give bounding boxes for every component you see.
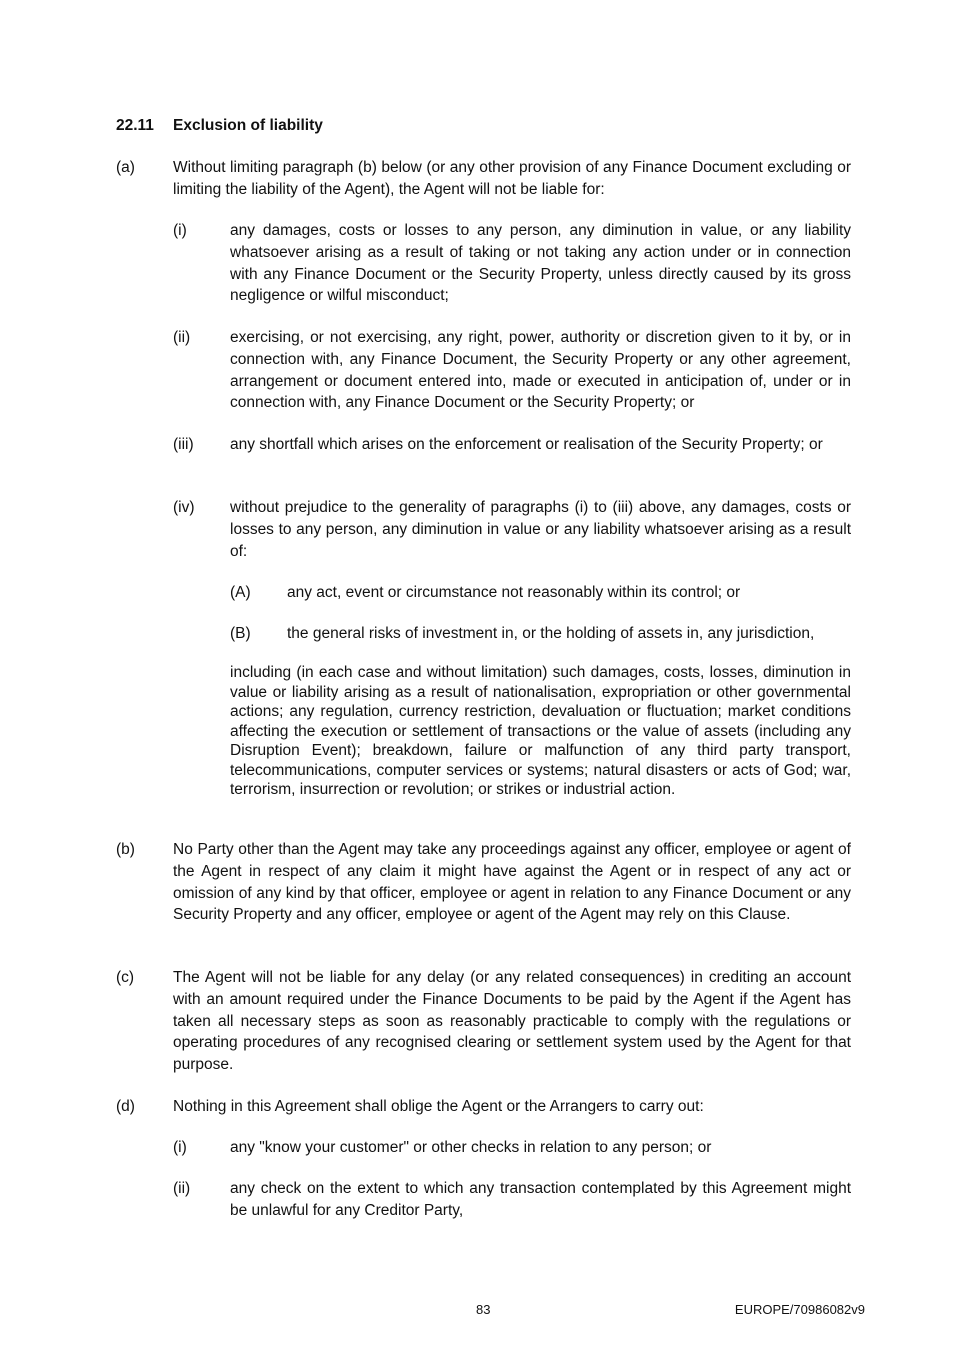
document-reference: EUROPE/70986082v9 [734, 1302, 865, 1317]
para-d-ii-label: (ii) [173, 1180, 191, 1197]
para-d-ii-text: any check on the extent to which any transaction contemplated by this Agreement might be unlawful for any Creditor Party, [230, 1180, 851, 1219]
para-b-label: (b) [116, 841, 135, 858]
para-d-i-text: any "know your customer" or other checks in relation to any person; or [230, 1139, 712, 1156]
para-c-label: (c) [116, 969, 135, 986]
clause-number: 22.11 [116, 117, 154, 134]
para-a-label: (a) [116, 159, 135, 176]
para-a-iv-B-label: (B) [230, 625, 251, 642]
para-a-i-label: (i) [173, 222, 187, 239]
para-a-ii-label: (ii) [173, 329, 191, 346]
para-a-including-text: including (in each case and without limitation) such damages, costs, losses, diminution in value or liability arising as a result of nationalisation, expropriation or other governmental actions; any regulation, currency restriction, devaluation or fluctuation; market conditions affecting the execution or settlement of transactions or the value of assets (including any Disruption Event); breakdown, failure or malfunction of any third party transport, telecommunications, computer services or systems; natural disasters or acts of God; war, terrorism, insurrection or revolution; or strikes or industrial action. [230, 664, 851, 798]
para-a-iii-text: any shortfall which arises on the enforcement or realisation of the Security Property; or [230, 436, 823, 453]
para-a-text: Without limiting paragraph (b) below (or any other provision of any Finance Document excluding or limiting the liability of the Agent), the Agent will not be liable for: [173, 159, 851, 198]
para-a-iv-label: (iv) [173, 499, 195, 516]
para-d-text: Nothing in this Agreement shall oblige the Agent or the Arrangers to carry out: [173, 1098, 704, 1115]
para-a-iv-text: without prejudice to the generality of paragraphs (i) to (iii) above, any damages, costs or losses to any person, any diminution in value or any liability whatsoever arising as a result of: [230, 499, 851, 560]
para-d-label: (d) [116, 1098, 135, 1115]
clause-heading [116, 117, 323, 135]
para-c-text: The Agent will not be liable for any delay (or any related consequences) in crediting an account with an amount required under the Finance Documents to be paid by the Agent if the Agent has taken all necessary steps as soon as reasonably practicable to comply with the regulations or operating procedures of any recognised clearing or settlement system used by the Agent for that purpose. [173, 969, 851, 1074]
para-a-iv-B-text: the general risks of investment in, or the holding of assets in, any jurisdiction, [287, 625, 815, 642]
para-a-iv-A-label: (A) [230, 584, 251, 601]
para-a-i-text: any damages, costs or losses to any person, any diminution in value, or any liability whatsoever arising as a result of taking or not taking any action under or in connection with any Finance Document or the Security Property, unless directly caused by its gross negligence or wilful misconduct; [230, 222, 851, 305]
page-number: 83 [476, 1302, 491, 1317]
para-d-i-label: (i) [173, 1139, 187, 1156]
para-a-ii-text: exercising, or not exercising, any right, power, authority or discretion given to it by, or in connection with, any Finance Document, the Security Property or any other agreement, arrangement or document entered into, made or executed in anticipation of, under or in connection with, any Finance Document or the Security Property; or [230, 329, 851, 412]
para-a-iv-A-text: any act, event or circumstance not reasonably within its control; or [287, 584, 741, 601]
para-b-text: No Party other than the Agent may take any proceedings against any officer, employee or agent of the Agent in respect of any claim it might have against the Agent or in respect of any act or omission of any kind by that officer, employee or agent in relation to any Finance Document or any Security Property and any officer, employee or agent of the Agent may rely on this Clause. [173, 841, 851, 924]
para-a-iii-label: (iii) [173, 436, 194, 453]
clause-title: Exclusion of liability [173, 117, 323, 134]
